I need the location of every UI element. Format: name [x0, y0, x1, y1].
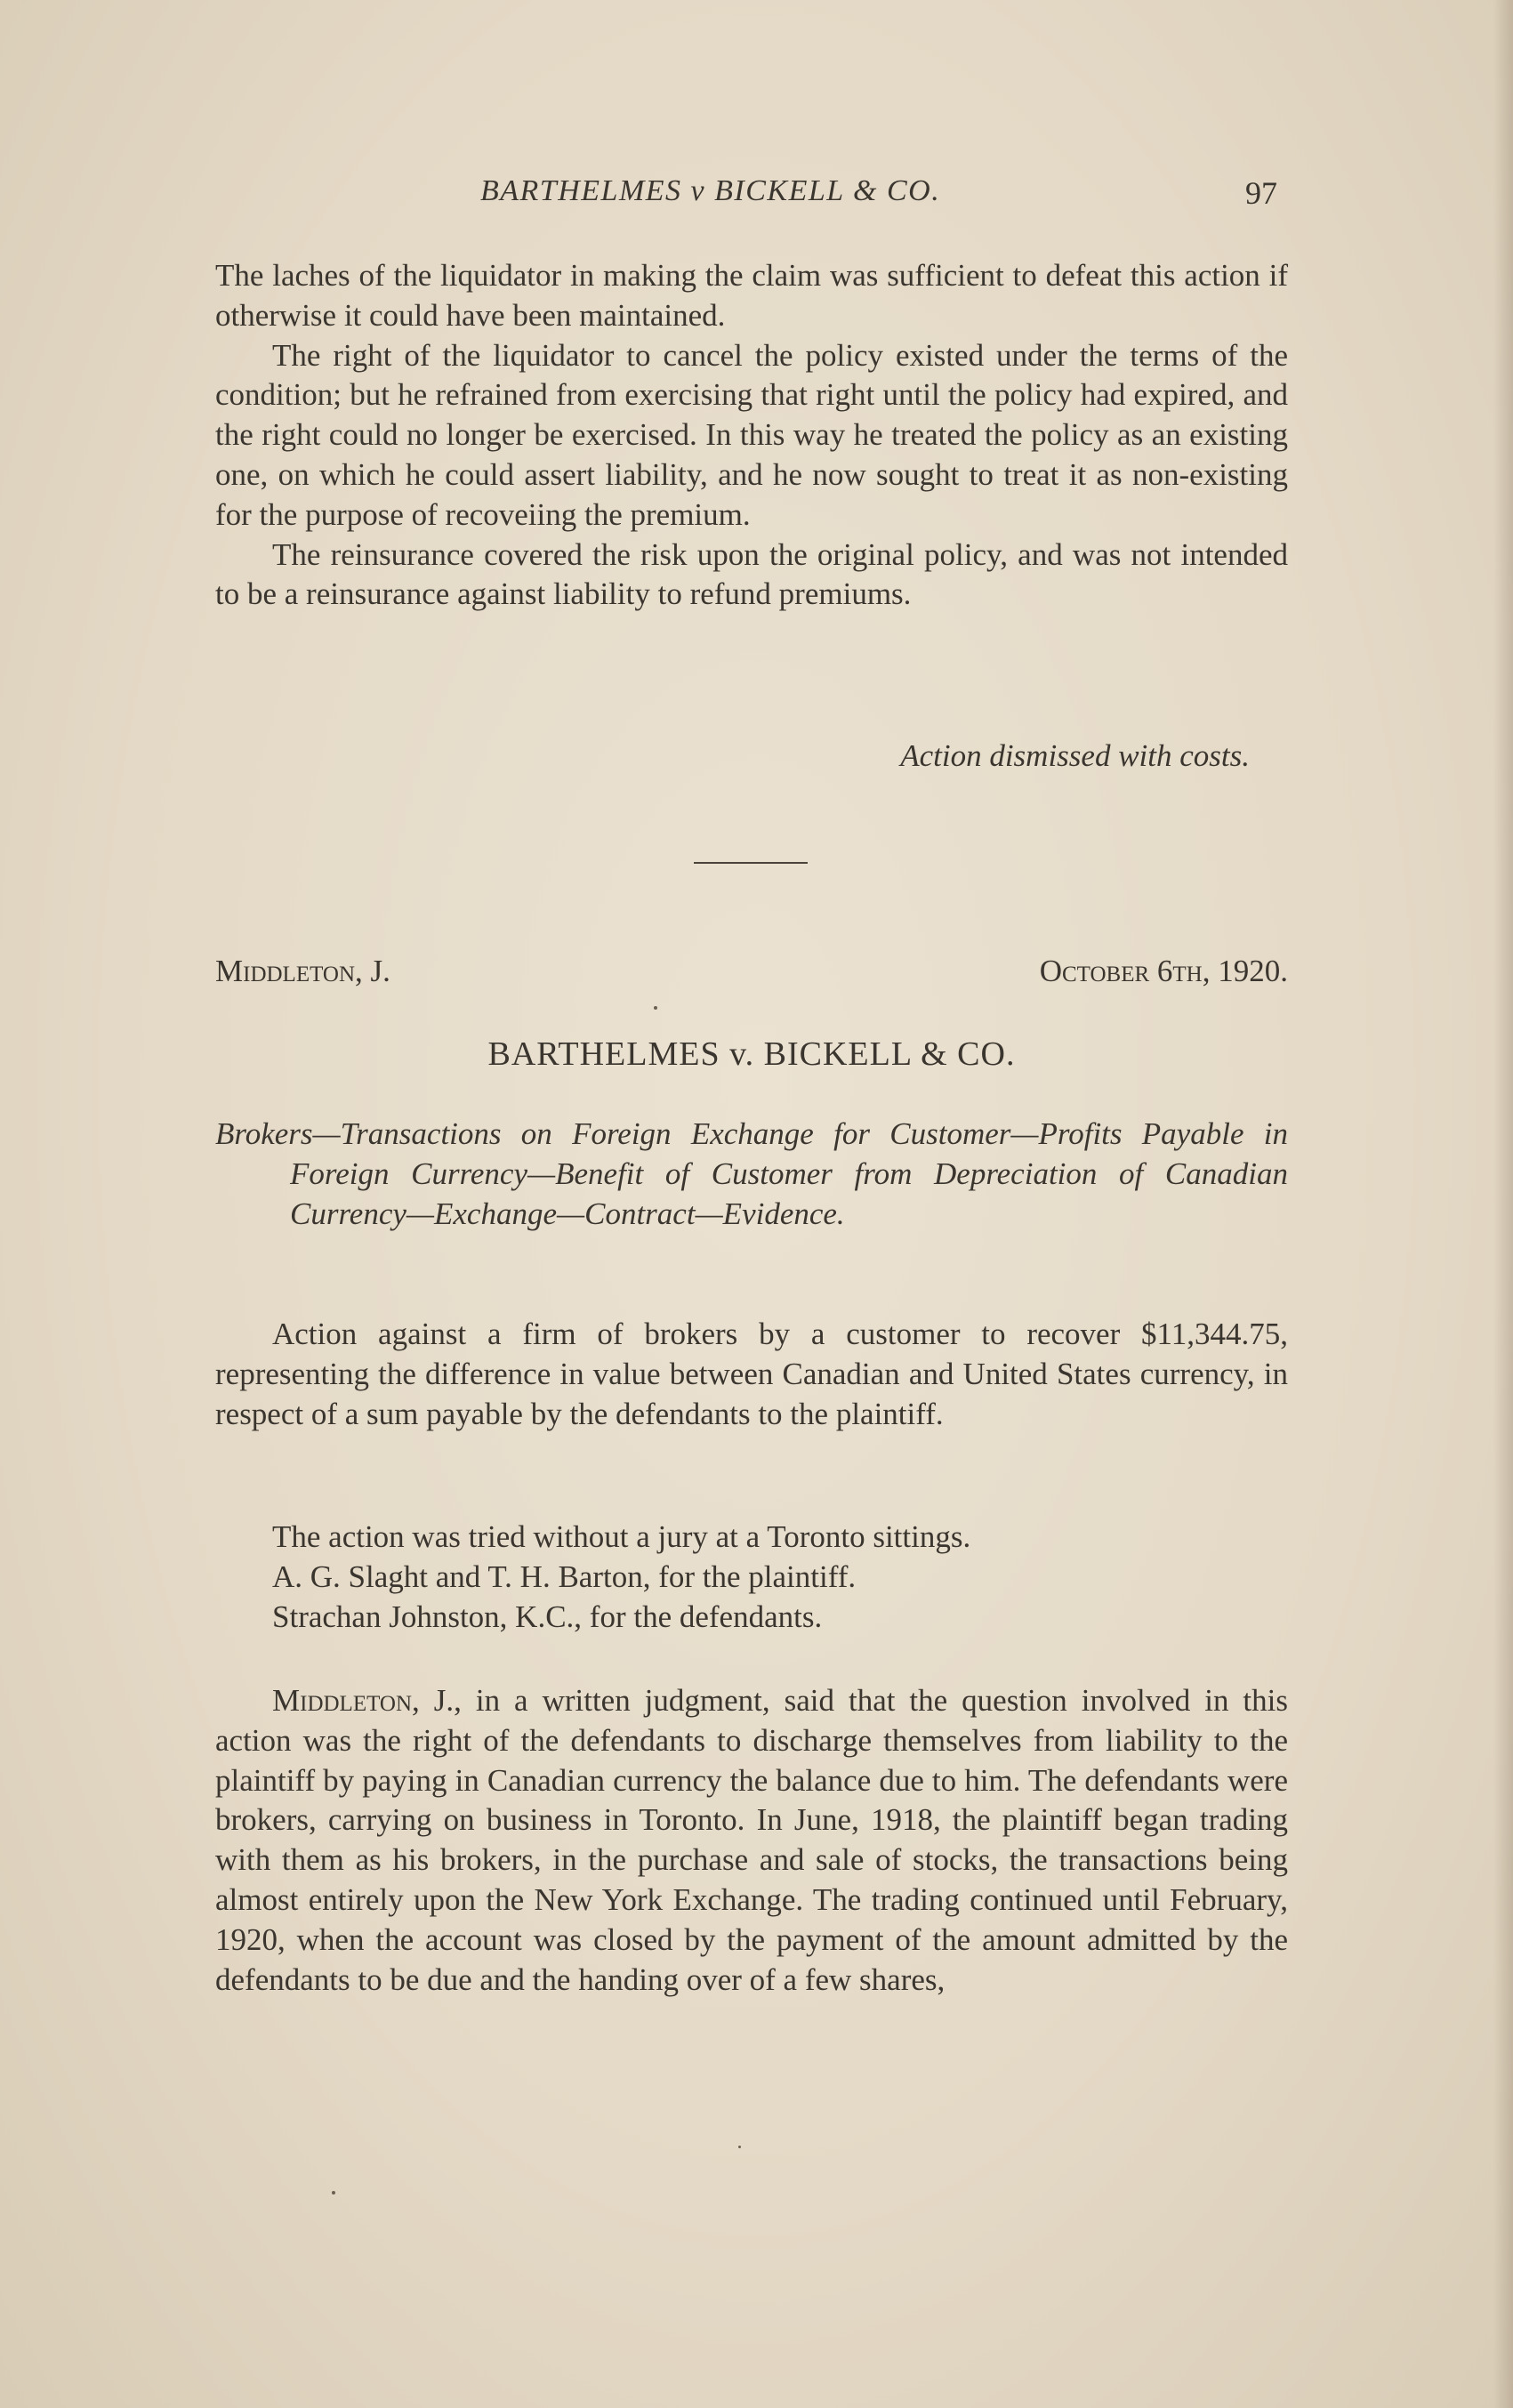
disposition: Action dismissed with costs.: [900, 738, 1250, 773]
case-title: BARTHELMES v. BICKELL & CO.: [487, 1035, 1016, 1073]
prior-case-paragraph: The right of the liquidator to cancel the policy existed under the terms of the condition; but he refrained from exercising that right until the policy had expired, and the right could no longer be exercised. In this way he treated the policy as an existing one, on which he could assert liability, and he now sought to treat it as non-existing for the purpose of recoveiing the premium.: [215, 337, 1288, 532]
prior-case-paragraph: The laches of the liquidator in making the claim was sufficient to defeat this action if otherwise it could have been maintained.: [215, 258, 1288, 333]
page-number: 97: [1245, 175, 1277, 211]
paper-speck: [738, 2146, 741, 2148]
trial-line: The action was tried without a jury at a Toronto sittings.: [272, 1519, 971, 1554]
running-head: [215, 174, 1288, 215]
trial-details: [215, 1518, 1288, 1637]
paper-speck: [332, 2191, 335, 2195]
case-summary: [215, 1315, 1288, 1434]
judgment: [215, 1681, 1288, 2000]
judgment-paragraph: [215, 1681, 1288, 2000]
running-title: BARTHELMES v BICKELL & CO.: [480, 174, 941, 207]
judge-name: Middleton, J.: [215, 954, 390, 988]
section-divider: [694, 862, 808, 864]
paper-speck: [654, 1006, 657, 1010]
summary-text: Action against a firm of brokers by a customer to recover $11,344.75, representing the difference in value between Canadian and United States currency, in respect of a sum payable by the defendants to the plaintiff.: [215, 1317, 1288, 1431]
decision-date: October 6th, 1920.: [1039, 954, 1288, 988]
judgment-text: , in a written judgment, said that the question involved in this action was the right of the defendants to discharge themselves from liability to the plaintiff by paying in Canadian currency the balance due to him. The defendants were brokers, carrying on business in Toronto. In June, 1918, the plaintiff began trading with them as his brokers, in the purchase and sale of stocks, the transactions being almost entirely upon the New York Exchange. The trading continued until February, 1920, when the account was closed by the payment of the amount admitted by the defendants to be due and the handing over of a few shares,: [215, 1683, 1288, 1997]
prior-case-text: [215, 256, 1288, 615]
judgment-judge: Middleton, J.: [272, 1683, 455, 1718]
prior-case-paragraph: The reinsurance covered the risk upon the original policy, and was not intended to be a reinsurance against liability to refund premiums.: [215, 536, 1288, 612]
trial-line: Strachan Johnston, K.C., for the defendants.: [272, 1599, 823, 1634]
judge-date-line: [215, 954, 1288, 989]
trial-line: A. G. Slaght and T. H. Barton, for the plaintiff.: [272, 1558, 857, 1594]
headnote-text: Brokers—Transactions on Foreign Exchange for Customer—Profits Payable in Foreign Currency—Benefit of Customer from Depreciation of Canadian Currency—Exchange—Contract—Evidence.: [215, 1116, 1288, 1231]
page-edge-shadow: [1493, 0, 1513, 2408]
headnote: [215, 1114, 1288, 1234]
